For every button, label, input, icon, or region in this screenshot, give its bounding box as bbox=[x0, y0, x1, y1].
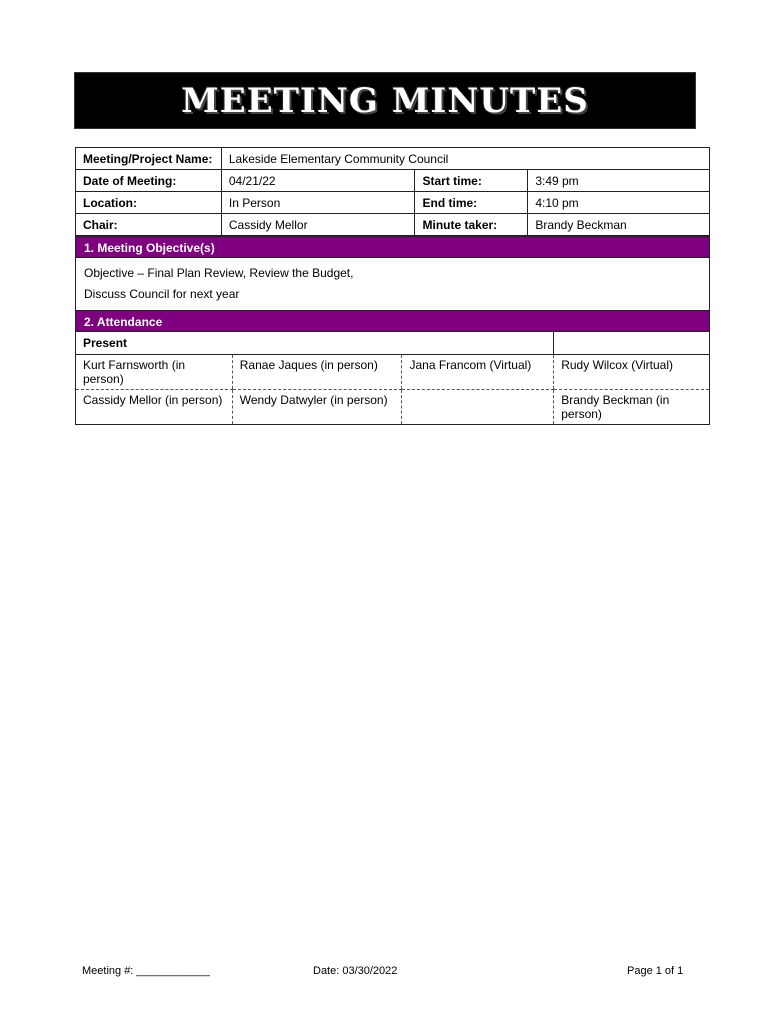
attendance-heading: 2. Attendance bbox=[75, 310, 710, 332]
project-value: Lakeside Elementary Community Council bbox=[221, 148, 709, 170]
attendee-cell: Kurt Farnsworth (in person) bbox=[76, 355, 233, 390]
start-time-label: Start time: bbox=[415, 170, 528, 192]
attendee-cell: Brandy Beckman (in person) bbox=[554, 390, 710, 425]
minute-taker-value: Brandy Beckman bbox=[528, 214, 710, 236]
objectives-content bbox=[75, 258, 710, 310]
attendee-cell bbox=[402, 390, 554, 425]
objective-line: Objective – Final Plan Review, Review the Budget, bbox=[84, 266, 354, 280]
attendee-row bbox=[76, 390, 710, 425]
attendee-cell: Wendy Datwyler (in person) bbox=[232, 390, 402, 425]
location-row bbox=[76, 192, 710, 214]
project-row bbox=[76, 148, 710, 170]
attendee-cell: Jana Francom (Virtual) bbox=[402, 355, 554, 390]
start-time-value: 3:49 pm bbox=[528, 170, 710, 192]
attendee-cell: Rudy Wilcox (Virtual) bbox=[554, 355, 710, 390]
title-banner bbox=[74, 72, 696, 129]
end-time-value: 4:10 pm bbox=[528, 192, 710, 214]
date-row bbox=[76, 170, 710, 192]
present-row bbox=[76, 332, 710, 355]
objectives-heading: 1. Meeting Objective(s) bbox=[75, 236, 710, 258]
location-label: Location: bbox=[76, 192, 222, 214]
date-value: 04/21/22 bbox=[221, 170, 415, 192]
attendee-cell: Ranae Jaques (in person) bbox=[232, 355, 402, 390]
chair-label: Chair: bbox=[76, 214, 222, 236]
attendee-row bbox=[76, 355, 710, 390]
location-value: In Person bbox=[221, 192, 415, 214]
meeting-details-table bbox=[75, 147, 710, 236]
present-label: Present bbox=[76, 332, 554, 355]
present-empty-cell bbox=[554, 332, 710, 355]
attendee-cell: Cassidy Mellor (in person) bbox=[76, 390, 233, 425]
footer-date: Date: 03/30/2022 bbox=[313, 965, 398, 977]
chair-row bbox=[76, 214, 710, 236]
date-label: Date of Meeting: bbox=[76, 170, 222, 192]
objective-line: Discuss Council for next year bbox=[84, 287, 240, 301]
chair-value: Cassidy Mellor bbox=[221, 214, 415, 236]
page-number: Page 1 of 1 bbox=[627, 965, 684, 977]
end-time-label: End time: bbox=[415, 192, 528, 214]
project-label: Meeting/Project Name: bbox=[76, 148, 222, 170]
document-title: MEETING MINUTES bbox=[181, 80, 589, 121]
minute-taker-label: Minute taker: bbox=[415, 214, 528, 236]
attendance-table bbox=[75, 332, 710, 425]
meeting-number: Meeting #: ____________ bbox=[82, 965, 210, 977]
